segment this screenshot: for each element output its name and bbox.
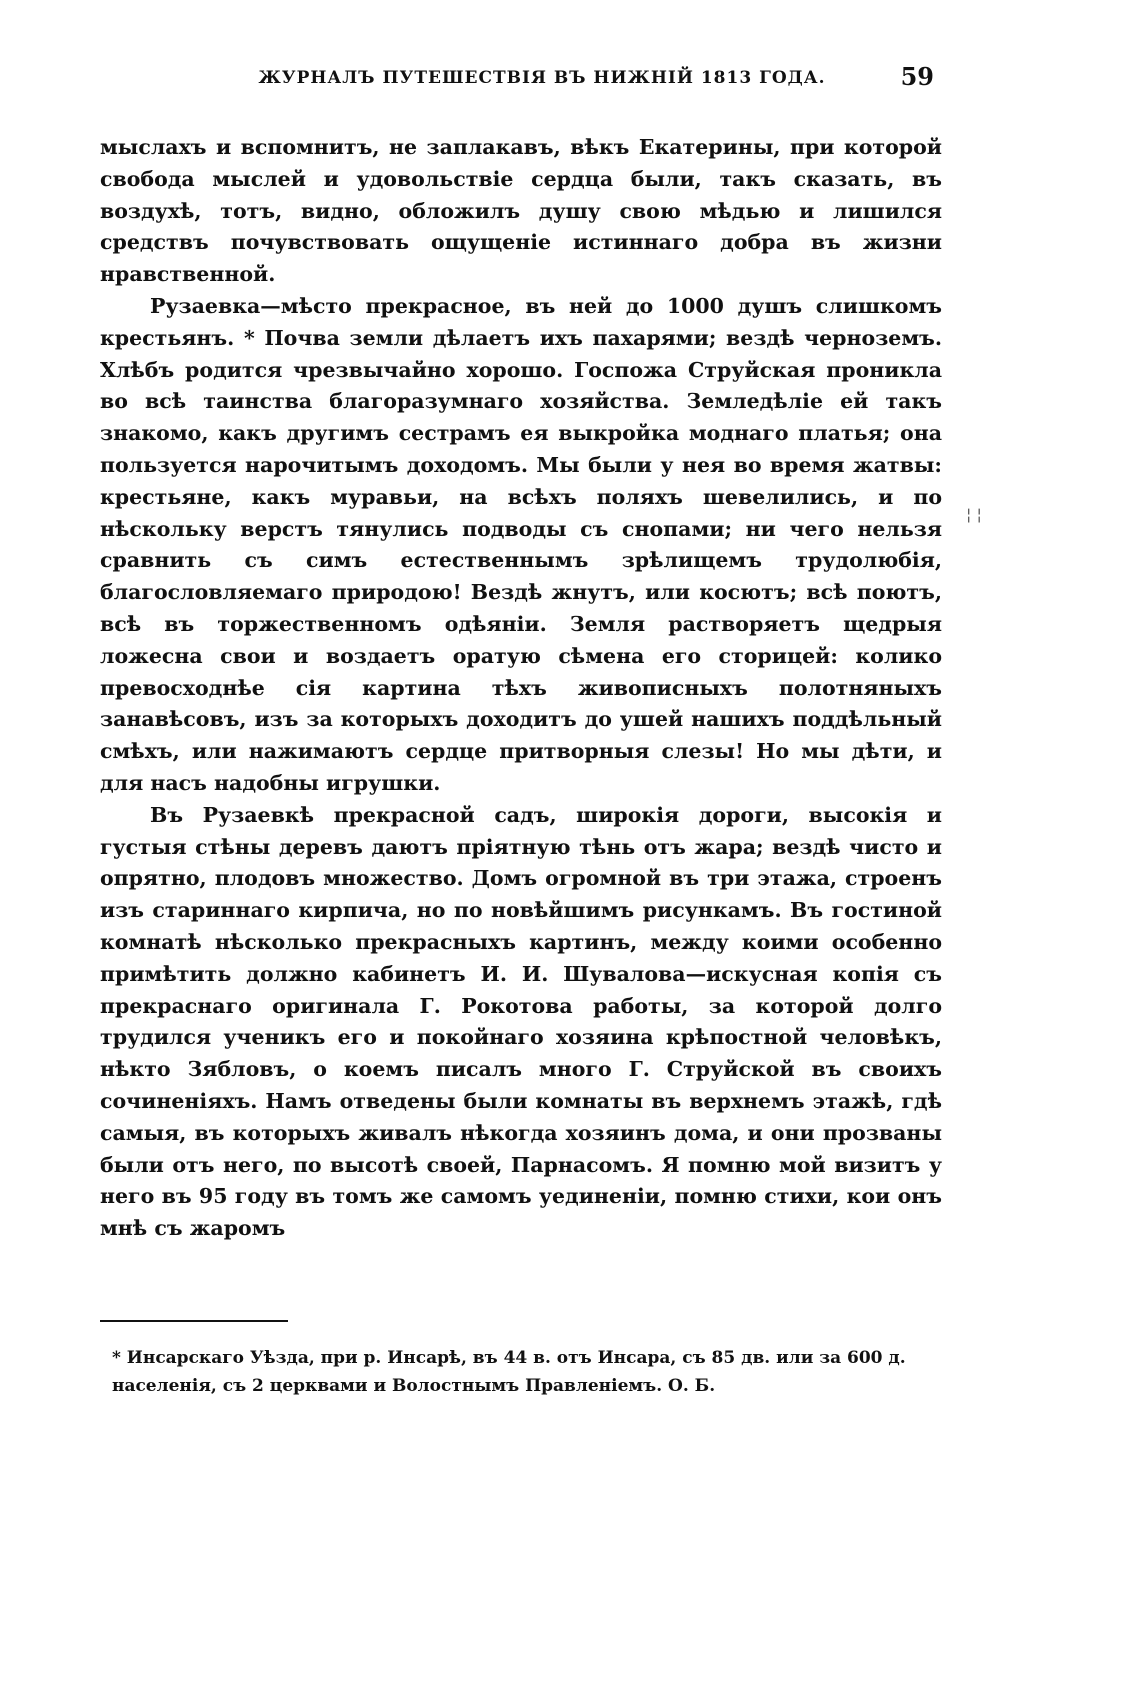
- paragraph-ruzaevka-estate: Рузаевка—мѣсто прекрасное, въ ней до 1000 душъ слишкомъ крестьянъ. * Почва земли дѣлаетъ ихъ пахарями; вездѣ черноземъ. Хлѣбъ родится чрезвычайно хорошо. Госпожа Струйская проникла во всѣ таинства благоразумнаго хозяйства. Земледѣліе ей такъ знакомо, какъ другимъ сестрамъ ея выкройка моднаго платья; она пользуется нарочитымъ доходомъ. Мы были у нея во время жатвы: крестьяне, какъ муравьи, на всѣхъ поляхъ шевелились, и по нѣскольку верстъ тянулись подводы съ снопами; ни чего нельзя сравнить съ симъ естественнымъ зрѣлищемъ трудолюбія, благословляемаго природою! Вездѣ жнутъ, или косютъ; всѣ поютъ, всѣ въ торжественномъ одѣяніи. Земля растворяетъ щедрыя ложесна свои и воздаетъ оратую сѣмена его сторицей: колико превосходнѣе сія картина тѣхъ живописныхъ полотняныхъ занавѣсовъ, изъ за которыхъ доходитъ до ушей нашихъ поддѣльный смѣхъ, или нажимаютъ сердце притворныя слезы! Но мы дѣти, и для насъ надобны игрушки.: [100, 293, 942, 795]
- running-head: ЖУРНАЛЪ ПУТЕШЕСТВІЯ ВЪ НИЖНІЙ 1813 ГОДА.: [258, 68, 826, 88]
- main-text: [100, 132, 942, 1245]
- footnote: * Инсарскаго Уѣзда, при р. Инсарѣ, въ 44 в. отъ Инсара, съ 85 дв. или за 600 д. населенія, съ 2 церквами и Волостнымъ Правленіемъ. О. Б.: [112, 1348, 906, 1396]
- footnote-divider: [100, 1320, 288, 1322]
- paragraph-ruzaevka-house: Въ Рузаевкѣ прекрасной садъ, широкія дороги, высокія и густыя стѣны деревъ даютъ пріятную тѣнь отъ жара; вездѣ чисто и опрятно, плодовъ множество. Домъ огромной въ три этажа, строенъ изъ стариннаго кирпича, но по новѣйшимъ рисункамъ. Въ гостиной комнатѣ нѣсколько прекрасныхъ картинъ, между коими особенно примѣтить должно кабинетъ И. И. Шувалова—искусная копія съ прекраснаго оригинала Г. Рокотова работы, за которой долго трудился ученикъ его и покойнаго хозяина крѣпостной человѣкъ, нѣкто Зябловъ, о коемъ писалъ много Г. Струйской въ своихъ сочиненіяхъ. Намъ отведены были комнаты въ верхнемъ этажѣ, гдѣ самыя, въ которыхъ живалъ нѣкогда хозяинъ дома, и они прозваны были отъ него, по высотѣ своей, Парнасомъ. Я помню мой визитъ у него въ 95 году въ томъ же самомъ уединеніи, помню стихи, кои онъ мнѣ съ жаромъ: [100, 802, 942, 1241]
- margin-annotation-mark: ¦ ¦: [966, 505, 982, 524]
- page-number: 59: [900, 62, 934, 91]
- paragraph-continuation: мыслахъ и вспомнитъ, не заплакавъ, вѣкъ Екатерины, при которой свобода мыслей и удовольствіе сердца были, такъ сказать, въ воздухѣ, тотъ, видно, обложилъ душу свою мѣдью и лишился средствъ почувствовать ощущеніе истиннаго добра въ жизни нравственной.: [100, 135, 942, 287]
